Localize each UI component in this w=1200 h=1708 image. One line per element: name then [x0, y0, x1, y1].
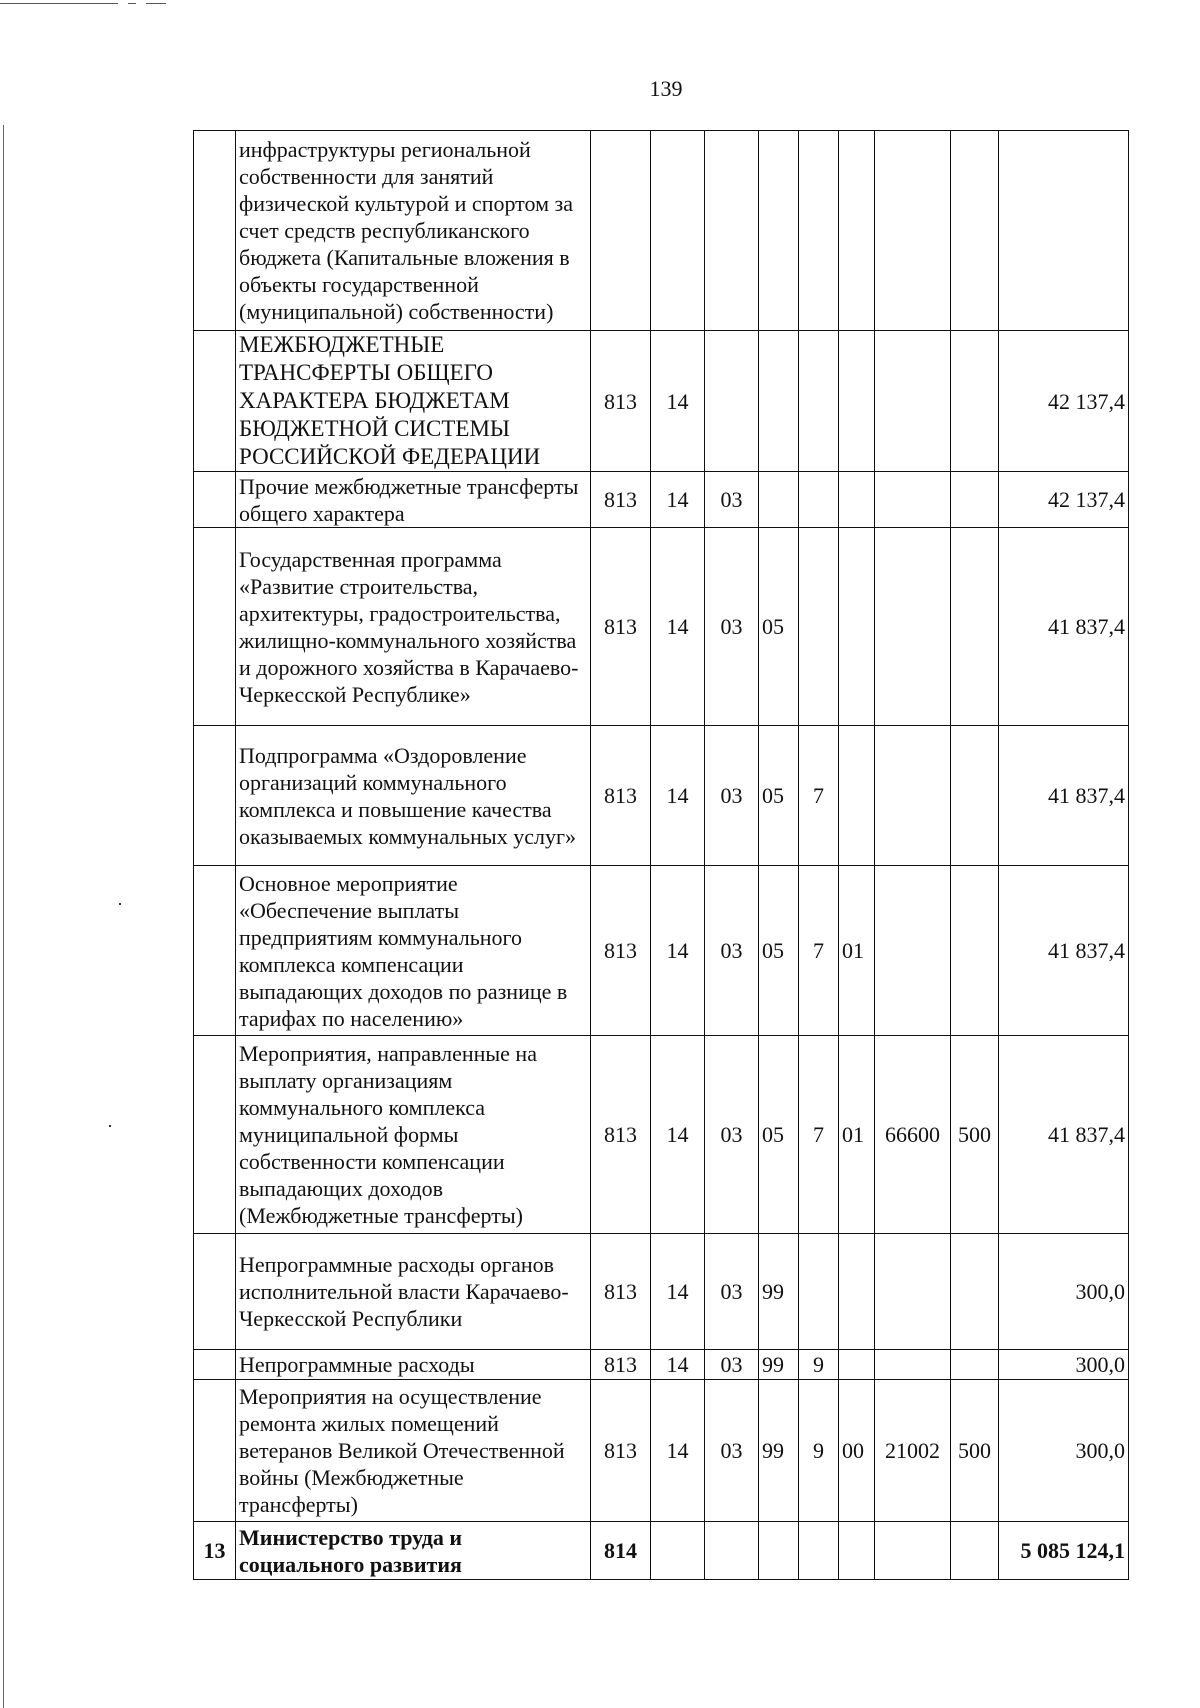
code-direction [875, 472, 951, 528]
code-ministry [591, 131, 651, 331]
code-program: 05 [759, 528, 799, 726]
code-subprogram [799, 1522, 839, 1580]
code-ministry: 813 [591, 331, 651, 472]
code-event [839, 331, 875, 472]
code-program: 99 [759, 1380, 799, 1522]
row-number [194, 726, 236, 866]
scan-artifact-top-dash [146, 3, 166, 4]
code-section: 14 [651, 331, 705, 472]
code-subprogram [799, 331, 839, 472]
code-section: 14 [651, 472, 705, 528]
code-expense-type [951, 331, 999, 472]
code-ministry: 813 [591, 726, 651, 866]
code-ministry: 813 [591, 1234, 651, 1350]
code-direction [875, 726, 951, 866]
code-event: 01 [839, 1036, 875, 1234]
table-row [194, 866, 1129, 1036]
code-direction [875, 866, 951, 1036]
row-sum [999, 131, 1129, 331]
code-program: 99 [759, 1234, 799, 1350]
row-name: МЕЖБЮДЖЕТНЫЕ ТРАНСФЕРТЫ ОБЩЕГО ХАРАКТЕРА БЮДЖЕТАМ БЮДЖЕТНОЙ СИСТЕМЫ РОССИЙСКОЙ ФЕДЕРАЦИИ [236, 331, 591, 472]
code-expense-type [951, 1350, 999, 1380]
code-program: 05 [759, 726, 799, 866]
code-expense-type [951, 472, 999, 528]
code-program: 99 [759, 1350, 799, 1380]
row-name: Прочие межбюджетные трансферты общего характера [236, 472, 591, 528]
code-direction [875, 1522, 951, 1580]
row-number [194, 528, 236, 726]
code-ministry: 813 [591, 866, 651, 1036]
code-section: 14 [651, 866, 705, 1036]
code-subprogram: 9 [799, 1350, 839, 1380]
code-subprogram: 7 [799, 866, 839, 1036]
code-section: 14 [651, 1036, 705, 1234]
row-name: Министерство труда и социального развития [236, 1522, 591, 1580]
code-direction [875, 528, 951, 726]
row-number [194, 472, 236, 528]
code-direction: 66600 [875, 1036, 951, 1234]
code-subprogram [799, 1234, 839, 1350]
row-sum: 41 837,4 [999, 866, 1129, 1036]
code-section: 14 [651, 1380, 705, 1522]
code-section [651, 1522, 705, 1580]
code-subsection: 03 [705, 1036, 759, 1234]
budget-table [193, 130, 1129, 1580]
code-event [839, 131, 875, 331]
code-ministry: 813 [591, 1036, 651, 1234]
code-subprogram [799, 528, 839, 726]
code-section [651, 131, 705, 331]
code-ministry: 813 [591, 1350, 651, 1380]
code-direction [875, 1234, 951, 1350]
table-row [194, 1234, 1129, 1350]
code-expense-type [951, 1522, 999, 1580]
row-number [194, 1234, 236, 1350]
table-row [194, 1350, 1129, 1380]
row-number [194, 1036, 236, 1234]
scan-artifact-dot [109, 1125, 111, 1127]
code-direction: 21002 [875, 1380, 951, 1522]
code-event [839, 1234, 875, 1350]
row-sum: 300,0 [999, 1380, 1129, 1522]
code-ministry: 813 [591, 1380, 651, 1522]
row-sum: 41 837,4 [999, 1036, 1129, 1234]
code-subprogram: 9 [799, 1380, 839, 1522]
table-row [194, 1380, 1129, 1522]
row-name: Мероприятия на осуществление ремонта жилых помещений ветеранов Великой Отечественной войны (Межбюджетные трансферты) [236, 1380, 591, 1522]
code-ministry: 814 [591, 1522, 651, 1580]
code-subsection [705, 131, 759, 331]
row-sum: 41 837,4 [999, 528, 1129, 726]
code-program: 05 [759, 866, 799, 1036]
row-name: Подпрограмма «Оздоровление организаций коммунального комплекса и повышение качества оказываемых коммунальных услуг» [236, 726, 591, 866]
code-subsection: 03 [705, 866, 759, 1036]
code-program [759, 472, 799, 528]
row-name: инфраструктуры региональной собственности для занятий физической культурой и спортом за счет средств республиканского бюджета (Капитальные вложения в объекты государственной (муниципальной) собственности) [236, 131, 591, 331]
code-program: 05 [759, 1036, 799, 1234]
row-number: 13 [194, 1522, 236, 1580]
code-event [839, 1522, 875, 1580]
code-subsection [705, 331, 759, 472]
row-sum: 41 837,4 [999, 726, 1129, 866]
row-name: Непрограммные расходы [236, 1350, 591, 1380]
row-name: Непрограммные расходы органов исполнительной власти Карачаево-Черкесской Республики [236, 1234, 591, 1350]
code-event [839, 1350, 875, 1380]
code-subprogram: 7 [799, 726, 839, 866]
table-row [194, 331, 1129, 472]
code-event [839, 528, 875, 726]
code-event: 00 [839, 1380, 875, 1522]
row-sum: 42 137,4 [999, 472, 1129, 528]
row-name: Мероприятия, направленные на выплату организациям коммунального комплекса муниципальной формы собственности компенсации выпадающих доходов (Межбюджетные трансферты) [236, 1036, 591, 1234]
code-program [759, 131, 799, 331]
code-expense-type [951, 1234, 999, 1350]
row-name: Государственная программа «Развитие строительства, архитектуры, градостроительства, жилищно-коммунального хозяйства и дорожного хозяйства в Карачаево-Черкесской Республике» [236, 528, 591, 726]
code-expense-type [951, 866, 999, 1036]
code-expense-type [951, 528, 999, 726]
row-number [194, 1380, 236, 1522]
table-row [194, 726, 1129, 866]
code-direction [875, 131, 951, 331]
code-expense-type: 500 [951, 1036, 999, 1234]
code-subsection: 03 [705, 1234, 759, 1350]
table-row [194, 472, 1129, 528]
scan-artifact-dot [119, 903, 121, 905]
code-subprogram [799, 131, 839, 331]
table-row [194, 1036, 1129, 1234]
code-subsection: 03 [705, 472, 759, 528]
table-row [194, 528, 1129, 726]
table-row-ministry [194, 1522, 1129, 1580]
code-event: 01 [839, 866, 875, 1036]
scan-artifact-top-line [0, 3, 118, 4]
code-ministry: 813 [591, 528, 651, 726]
code-section: 14 [651, 1350, 705, 1380]
code-subsection: 03 [705, 1350, 759, 1380]
code-section: 14 [651, 528, 705, 726]
row-sum: 300,0 [999, 1234, 1129, 1350]
code-expense-type [951, 131, 999, 331]
code-program [759, 1522, 799, 1580]
code-ministry: 813 [591, 472, 651, 528]
code-subsection: 03 [705, 1380, 759, 1522]
code-direction [875, 331, 951, 472]
code-expense-type: 500 [951, 1380, 999, 1522]
row-number [194, 1350, 236, 1380]
row-name: Основное мероприятие «Обеспечение выплаты предприятиям коммунального комплекса компенсации выпадающих доходов по разнице в тарифах по населению» [236, 866, 591, 1036]
row-number [194, 866, 236, 1036]
code-event [839, 726, 875, 866]
code-direction [875, 1350, 951, 1380]
code-event [839, 472, 875, 528]
scan-artifact-top-dash [128, 3, 136, 4]
row-sum: 42 137,4 [999, 331, 1129, 472]
code-subsection: 03 [705, 528, 759, 726]
code-subprogram: 7 [799, 1036, 839, 1234]
code-subsection [705, 1522, 759, 1580]
row-number [194, 131, 236, 331]
row-sum: 300,0 [999, 1350, 1129, 1380]
code-subsection: 03 [705, 726, 759, 866]
code-subprogram [799, 472, 839, 528]
page-number: 139 [649, 76, 683, 101]
scan-artifact-left-edge [3, 125, 4, 1708]
code-section: 14 [651, 726, 705, 866]
code-section: 14 [651, 1234, 705, 1350]
code-program [759, 331, 799, 472]
row-sum: 5 085 124,1 [999, 1522, 1129, 1580]
table-row [194, 131, 1129, 331]
row-number [194, 331, 236, 472]
code-expense-type [951, 726, 999, 866]
